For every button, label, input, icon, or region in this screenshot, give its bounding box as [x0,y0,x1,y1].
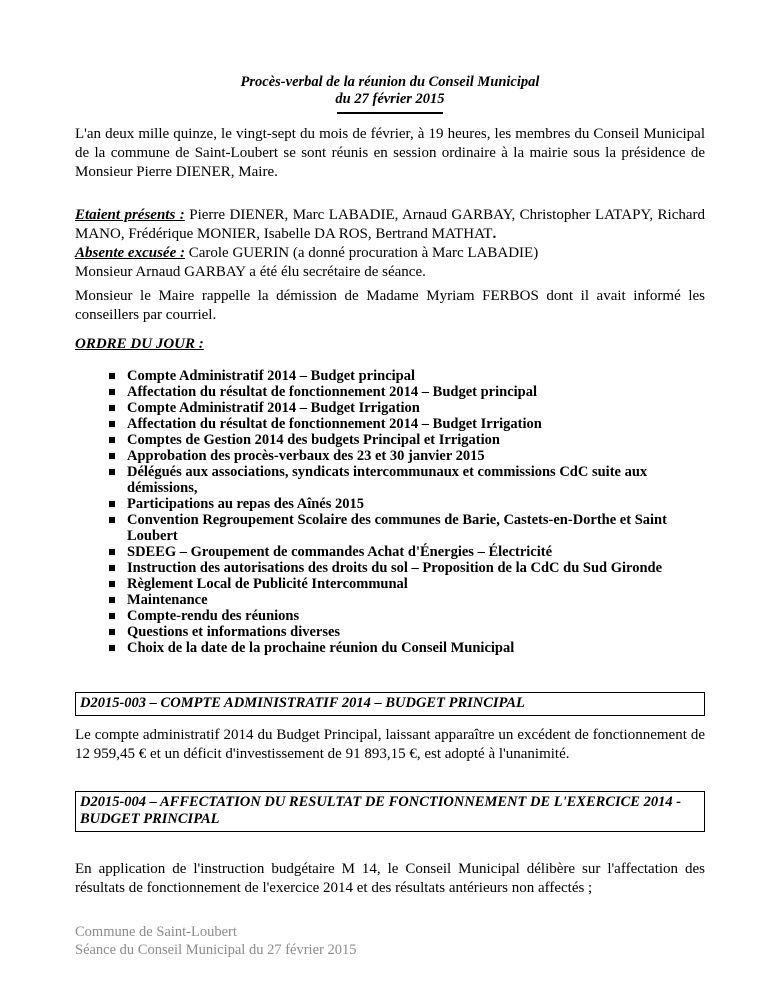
intro-paragraph: L'an deux mille quinze, le vingt-sept du mois de février, à 19 heures, les membres du Conseil Municipal de la commune de Saint-Loubert se sont réunis en session ordinaire à la mairie sous la présidence de Monsieur Pierre DIENER, Maire. [75,126,705,180]
agenda-item: Questions et informations diverses [109,624,705,640]
square-bullet-icon [109,581,115,587]
section-heading-d2015-004: D2015-004 – AFFECTATION DU RESULTAT DE FONCTIONNEMENT DE L'EXERCICE 2014 - BUDGET PRINCIPAL [75,791,705,832]
section-heading-d2015-003: D2015-003 – COMPTE ADMINISTRATIF 2014 – BUDGET PRINCIPAL [75,692,705,716]
square-bullet-icon [109,645,115,651]
square-bullet-icon [109,597,115,603]
square-bullet-icon [109,373,115,379]
title-line-1: Procès-verbal de la réunion du Conseil Municipal [240,74,540,90]
agenda-title: ORDRE DU JOUR : [75,336,204,352]
present-names: Pierre DIENER, Marc LABADIE, Arnaud GARBAY, Christopher LATAPY, Richard MANO, Frédérique MONIER, Isabelle DA ROS, Bertrand MATHAT [75,207,706,242]
square-bullet-icon [109,421,115,427]
agenda-item: Convention Regroupement Scolaire des communes de Barie, Castets-en-Dorthe et Saint Loubert [109,512,705,544]
square-bullet-icon [109,613,115,619]
agenda-item: Participations au repas des Aînés 2015 [109,496,705,512]
absent-label: Absente excusée : [75,245,185,261]
agenda-item: Maintenance [109,592,705,608]
square-bullet-icon [109,501,115,507]
footer-line-2: Séance du Conseil Municipal du 27 février 2015 [75,942,357,958]
document-title [75,74,705,114]
square-bullet-icon [109,469,115,475]
agenda-item: Compte Administratif 2014 – Budget principal [109,368,705,384]
square-bullet-icon [109,517,115,523]
square-bullet-icon [109,389,115,395]
agenda-item: Compte Administratif 2014 – Budget Irrigation [109,400,705,416]
agenda-item: Instruction des autorisations des droits du sol – Proposition de la CdC du Sud Gironde [109,560,705,576]
section-text-d2015-003: Le compte administratif 2014 du Budget Principal, laissant apparaître un excédent de fonctionnement de 12 959,45 € et un déficit d'investissement de 91 893,15 €, est adopté à l'unanimité. [75,727,705,762]
agenda-list [109,368,705,656]
agenda-item: Affectation du résultat de fonctionnement 2014 – Budget Irrigation [109,416,705,432]
page-footer [75,923,356,959]
agenda-item: Compte-rendu des réunions [109,608,705,624]
present-label: Etaient présents : [75,207,185,223]
agenda-item: Comptes de Gestion 2014 des budgets Principal et Irrigation [109,432,705,448]
agenda-item: Choix de la date de la prochaine réunion du Conseil Municipal [109,640,705,656]
agenda-item: Approbation des procès-verbaux des 23 et 30 janvier 2015 [109,448,705,464]
square-bullet-icon [109,629,115,635]
title-line-2: du 27 février 2015 [335,91,445,107]
announcement-paragraph: Monsieur le Maire rappelle la démission de Madame Myriam FERBOS dont il avait informé les conseillers par courriel. [75,288,705,323]
agenda-item: Délégués aux associations, syndicats intercommunaux et commissions CdC suite aux démissions, [109,464,705,496]
secretary-text: Monsieur Arnaud GARBAY a été élu secrétaire de séance. [75,264,426,280]
square-bullet-icon [109,565,115,571]
square-bullet-icon [109,453,115,459]
agenda-item: Affectation du résultat de fonctionnement 2014 – Budget principal [109,384,705,400]
agenda-item: SDEEG – Groupement de commandes Achat d'Énergies – Électricité [109,544,705,560]
present-end: . [492,226,497,242]
footer-line-1: Commune de Saint-Loubert [75,924,237,940]
absent-text: Carole GUERIN (a donné procuration à Marc LABADIE) [184,245,539,261]
square-bullet-icon [109,549,115,555]
title-underline-rule [337,112,443,114]
square-bullet-icon [109,437,115,443]
agenda-item: Règlement Local de Publicité Intercommunal [109,576,705,592]
section-text-d2015-004: En application de l'instruction budgétaire M 14, le Conseil Municipal délibère sur l'affectation des résultats de fonctionnement de l'exercice 2014 et des résultats antérieurs non affectés ; [75,861,705,896]
attendance-paragraph [75,206,705,282]
square-bullet-icon [109,405,115,411]
